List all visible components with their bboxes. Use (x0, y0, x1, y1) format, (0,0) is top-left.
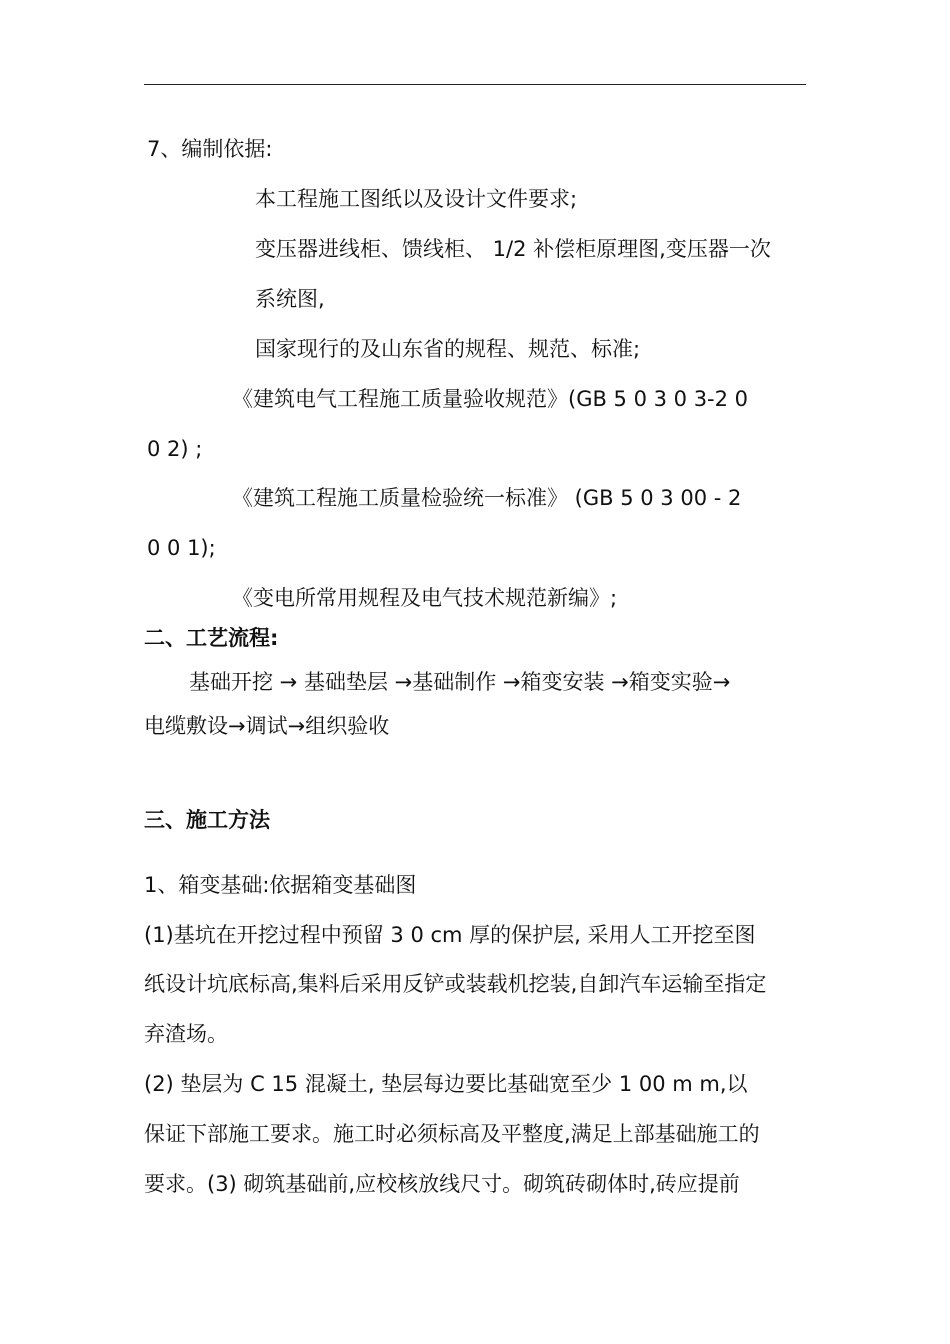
method-1-heading: 1、箱变基础:依据箱变基础图 (144, 873, 417, 897)
method-1-para-2-line-3: 要求。(3) 砌筑基础前,应校核放线尺寸。砌筑砖砌体时,砖应提前 (144, 1172, 740, 1196)
method-1-para-2-line-2: 保证下部施工要求。施工时必须标高及平整度,满足上部基础施工的 (144, 1122, 760, 1146)
section-2-heading: 二、工艺流程: (144, 626, 279, 650)
section-3-heading: 三、施工方法 (144, 808, 270, 832)
process-flow-line-2: 电缆敷设→调试→组织验收 (144, 714, 390, 738)
method-1-para-1-line-1: (1)基坑在开挖过程中预留 3 0 cm 厚的保护层, 采用人工开挖至图 (144, 923, 756, 947)
process-flow-line-1: 基础开挖 → 基础垫层 →基础制作 →箱变安装 →箱变实验→ (189, 670, 731, 694)
basis-item-gb50303-cont: 0 2) ; (147, 437, 203, 461)
basis-item-gb50300-cont: 0 0 1); (147, 536, 216, 560)
basis-item-schematics: 变压器进线柜、馈线柜、 1/2 补偿柜原理图,变压器一次 (255, 237, 771, 261)
basis-item-gb50303: 《建筑电气工程施工质量验收规范》(GB 5 0 3 0 3-2 0 (232, 387, 749, 411)
basis-item-national-standards: 国家现行的及山东省的规程、规范、标准; (255, 337, 641, 361)
basis-item-substation-rules: 《变电所常用规程及电气技术规范新编》; (232, 586, 618, 610)
method-1-para-2-line-1: (2) 垫层为 C 15 混凝土, 垫层每边要比基础宽至少 1 00 m m,以 (144, 1072, 748, 1096)
method-1-para-1-line-2: 纸设计坑底标高,集料后采用反铲或装载机挖装,自卸汽车运输至指定 (144, 972, 767, 996)
basis-item-gb50300: 《建筑工程施工质量检验统一标准》 (GB 5 0 3 00 - 2 (232, 486, 742, 510)
section-7-heading: 7、编制依据: (147, 137, 273, 161)
header-rule (144, 84, 806, 85)
basis-item-schematics-cont: 系统图, (255, 287, 325, 311)
method-1-para-1-line-3: 弃渣场。 (144, 1022, 228, 1046)
basis-item-drawings: 本工程施工图纸以及设计文件要求; (255, 187, 578, 211)
